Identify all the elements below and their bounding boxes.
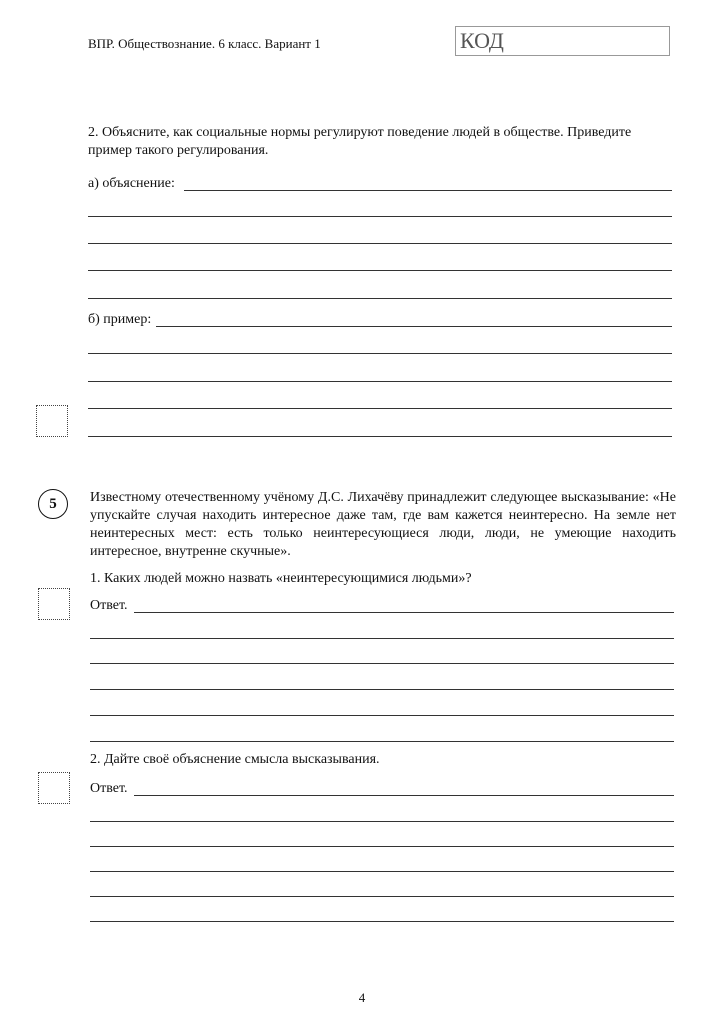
page-number: 4 — [358, 990, 366, 1005]
task5-intro-text: Известному отечественному учёному Д.С. Лихачёву принадлежит следующее высказывание: «Не упускайте случая находить интересное даже там, где вам кажется неинтересно. На земле нет неинтересных мест: есть только неинтересующиеся люди, люди, не умеющие находить интересное, внутренне скучные». — [90, 490, 676, 559]
score-box-task5-q2[interactable] — [38, 772, 70, 804]
answer-line[interactable] — [90, 821, 674, 822]
answer-line-example[interactable] — [156, 326, 672, 327]
task5-question2-text: 2. Дайте своё объяснение смысла высказывания. — [90, 752, 380, 767]
answer-line[interactable] — [90, 896, 674, 897]
answer-line[interactable] — [90, 715, 674, 716]
answer-line[interactable] — [90, 663, 674, 664]
code-label: КОД — [460, 28, 504, 53]
answer-line[interactable] — [90, 846, 674, 847]
answer-line[interactable] — [90, 689, 674, 690]
task5-question1-text: 1. Каких людей можно назвать «неинтересующимися людьми»? — [90, 571, 472, 586]
answer-line[interactable] — [134, 795, 674, 796]
answer-line[interactable] — [88, 216, 672, 217]
task5-answer-label-2: Ответ. — [90, 781, 128, 796]
task4-label-example: б) пример: — [88, 312, 152, 327]
answer-line[interactable] — [88, 270, 672, 271]
score-box-task5-q1[interactable] — [38, 588, 70, 620]
answer-line[interactable] — [90, 921, 674, 922]
answer-line[interactable] — [90, 871, 674, 872]
task4-question2-text: 2. Объясните, как социальные нормы регулируют поведение людей в обществе. Приведите пример такого регулирования. — [88, 125, 632, 158]
answer-line-explanation[interactable] — [184, 190, 672, 191]
task4-label-explanation: а) объяснение: — [88, 176, 175, 191]
answer-line[interactable] — [134, 612, 674, 613]
answer-line[interactable] — [90, 741, 674, 742]
answer-line[interactable] — [88, 298, 672, 299]
answer-line[interactable] — [88, 408, 672, 409]
answer-line[interactable] — [90, 638, 674, 639]
task5-answer-label-1: Ответ. — [90, 598, 128, 613]
score-box-task4[interactable] — [36, 405, 68, 437]
answer-line[interactable] — [88, 381, 672, 382]
answer-line[interactable] — [88, 353, 672, 354]
answer-line[interactable] — [88, 243, 672, 244]
code-field[interactable] — [455, 26, 670, 56]
answer-line[interactable] — [88, 436, 672, 437]
document-header: ВПР. Обществознание. 6 класс. Вариант 1 — [88, 36, 321, 51]
task-number-circle: 5 — [38, 489, 68, 519]
